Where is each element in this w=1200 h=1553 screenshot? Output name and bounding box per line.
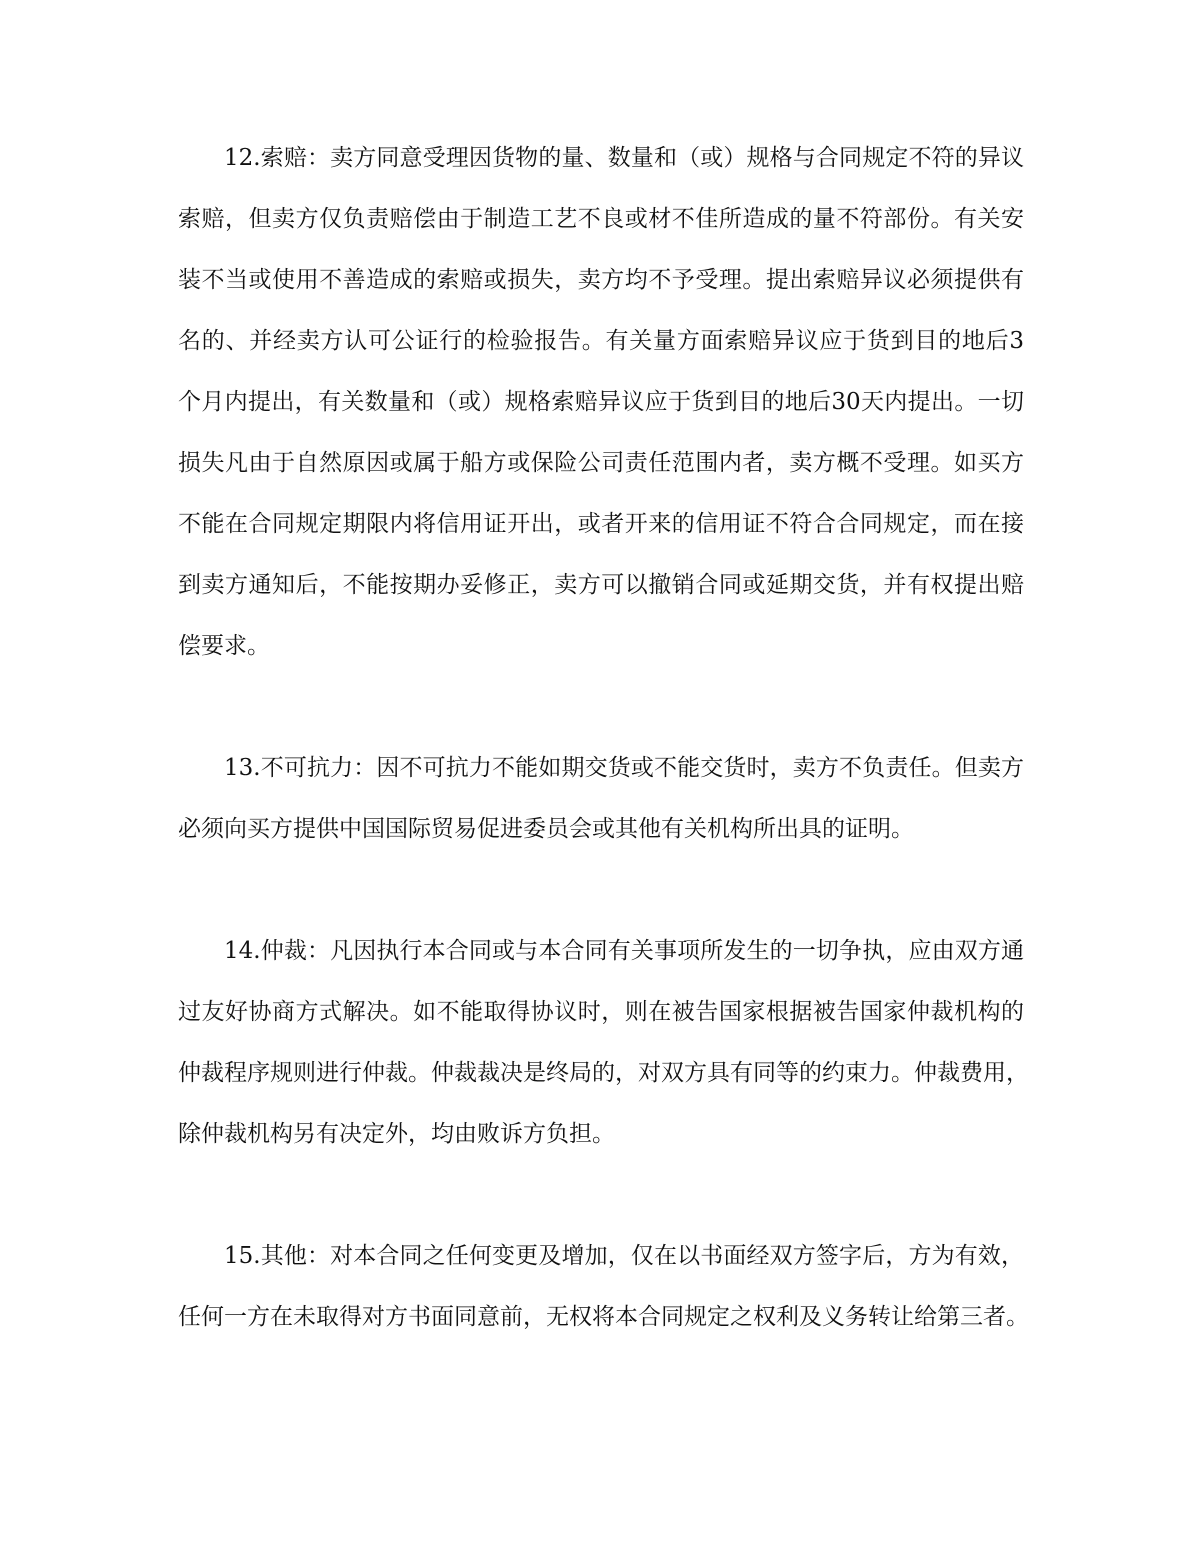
clause-12-line-1: 12.索赔：卖方同意受理因货物的量、数量和（或）规格与合同规定不符的异议 (224, 145, 1024, 171)
clause-12-line-5: 个月内提出，有关数量和（或）规格索赔异议应于货到目的地后30天内提出。一切 (178, 389, 1024, 415)
clause-13-line-1: 13.不可抗力：因不可抗力不能如期交货或不能交货时，卖方不负责任。但卖方 (224, 755, 1024, 781)
clause-12-line-2: 索赔，但卖方仅负责赔偿由于制造工艺不良或材不佳所造成的量不符部份。有关安 (178, 206, 1024, 232)
clause-13-line-2: 必须向买方提供中国国际贸易促进委员会或其他有关机构所出具的证明。 (178, 816, 914, 842)
clause-12-line-3: 装不当或使用不善造成的索赔或损失，卖方均不予受理。提出索赔异议必须提供有 (178, 267, 1024, 293)
clause-14-line-3: 仲裁程序规则进行仲裁。仲裁裁决是终局的，对双方具有同等的约束力。仲裁费用， (178, 1060, 1029, 1086)
clause-14-line-1: 14.仲裁：凡因执行本合同或与本合同有关事项所发生的一切争执，应由双方通 (224, 938, 1024, 964)
clause-12-line-9: 偿要求。 (178, 633, 270, 659)
clause-15-line-1: 15.其他：对本合同之任何变更及增加，仅在以书面经双方签字后，方为有效， (224, 1243, 1024, 1269)
clause-12-line-4: 名的、并经卖方认可公证行的检验报告。有关量方面索赔异议应于货到目的地后3 (178, 328, 1024, 354)
clause-14-line-2: 过友好协商方式解决。如不能取得协议时，则在被告国家根据被告国家仲裁机构的 (178, 999, 1024, 1025)
clause-12-line-6: 损失凡由于自然原因或属于船方或保险公司责任范围内者，卖方概不受理。如买方 (178, 450, 1024, 476)
clause-12-line-8: 到卖方通知后，不能按期办妥修正，卖方可以撤销合同或延期交货，并有权提出赔 (178, 572, 1024, 598)
clause-14-line-4: 除仲裁机构另有决定外，均由败诉方负担。 (178, 1121, 615, 1147)
clause-12-line-7: 不能在合同规定期限内将信用证开出，或者开来的信用证不符合合同规定，而在接 (178, 511, 1024, 537)
clause-15-line-2: 任何一方在未取得对方书面同意前，无权将本合同规定之权利及义务转让给第三者。 (178, 1304, 1029, 1330)
